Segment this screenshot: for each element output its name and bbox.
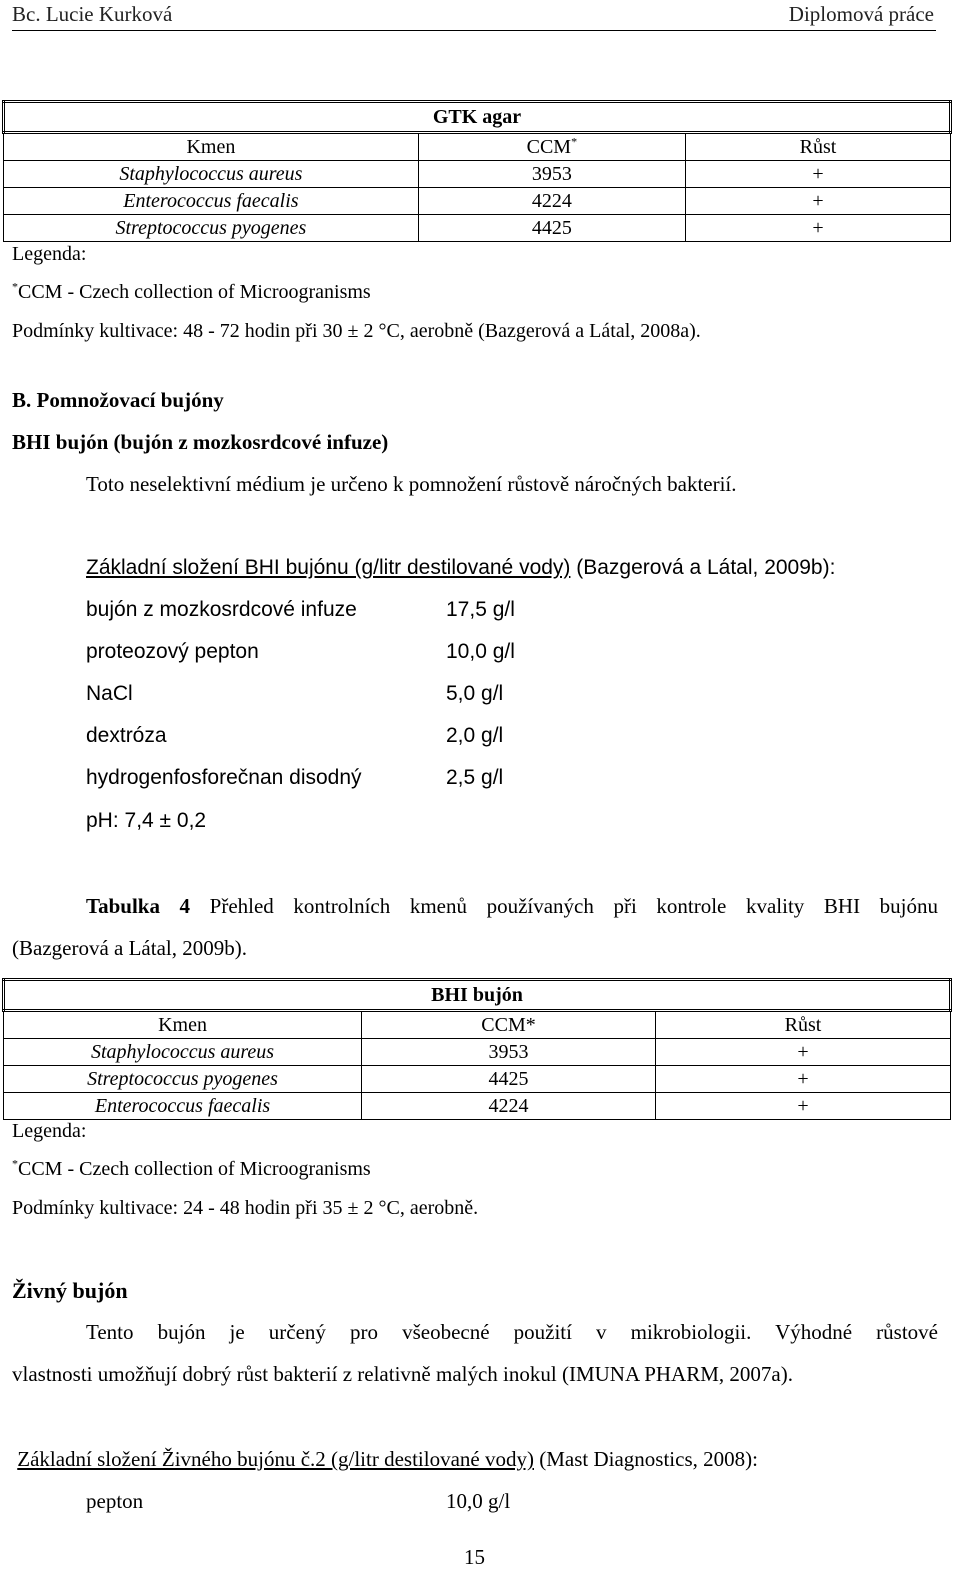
header-thesis-type: Diplomová práce xyxy=(788,2,934,26)
ccm-cell: 3953 xyxy=(362,1039,656,1066)
table-row xyxy=(4,161,951,188)
ingredient-value: 10,0 g/l xyxy=(446,640,515,663)
ccm-cell: 4425 xyxy=(362,1066,656,1093)
ingredient-name: dextróza xyxy=(86,724,167,747)
bhi-col-rust: Růst xyxy=(656,1011,951,1039)
growth-cell: + xyxy=(656,1066,951,1093)
ingredient-name: bujón z mozkosrdcové infuze xyxy=(86,598,357,621)
bhi-col-ccm: CCM* xyxy=(362,1011,656,1039)
strain-cell: Staphylococcus aureus xyxy=(4,1039,362,1066)
table-caption-source: (Bazgerová a Látal, 2009b). xyxy=(12,936,247,960)
ingredient-value: 5,0 g/l xyxy=(446,682,504,705)
table-row xyxy=(4,1066,951,1093)
bhi-heading: BHI bujón (bujón z mozkosrdcové infuze) xyxy=(12,430,389,454)
ingredient-name: proteozový pepton xyxy=(86,640,259,663)
ingredient-name: hydrogenfosforečnan disodný xyxy=(86,766,362,789)
ccm-cell: 4224 xyxy=(362,1093,656,1120)
table-row xyxy=(4,215,951,242)
ingredient-name: pepton xyxy=(86,1489,144,1513)
ingredient-value: 17,5 g/l xyxy=(446,598,515,621)
gtk-col-kmen: Kmen xyxy=(4,133,419,161)
table-row xyxy=(4,188,951,215)
zivny-paragraph-line2: vlastnosti umožňují dobrý růst bakterií z relativně malých inokul (IMUNA PHARM, 2007a). xyxy=(12,1362,793,1386)
growth-cell: + xyxy=(656,1039,951,1066)
header-author: Bc. Lucie Kurková xyxy=(12,2,173,26)
gtk-table-title: GTK agar xyxy=(4,102,951,133)
strain-cell: Streptococcus pyogenes xyxy=(4,215,419,242)
gtk-col-ccm: CCM* xyxy=(418,133,685,161)
ph-value: pH: 7,4 ± 0,2 xyxy=(86,809,207,832)
table-caption: Tabulka 4 Přehled kontrolních kmenů používaných při kontrole kvality BHI bujónu xyxy=(86,894,939,918)
legend-label: Legenda: xyxy=(12,1120,87,1142)
zivny-heading: Živný bujón xyxy=(12,1278,128,1303)
legend-ccm: *CCM - Czech collection of Microogranisms xyxy=(12,279,371,303)
ccm-cell: 3953 xyxy=(418,161,685,188)
growth-cell: + xyxy=(656,1093,951,1120)
ingredient-value: 2,0 g/l xyxy=(446,724,504,747)
strain-cell: Enterococcus faecalis xyxy=(4,1093,362,1120)
legend-label: Legenda: xyxy=(12,243,87,265)
ccm-cell: 4425 xyxy=(418,215,685,242)
cultivation-conditions: Podmínky kultivace: 48 - 72 hodin při 30 ± 2 °C, aerobně (Bazgerová a Látal, 2008a). xyxy=(12,320,701,342)
bhi-description: Toto neselektivní médium je určeno k pomnožení růstově náročných bakterií. xyxy=(86,472,737,496)
table-row xyxy=(4,1093,951,1120)
zivny-composition-title: Základní složení Živného bujónu č.2 (g/litr destilované vody) (Mast Diagnostics, 2008): xyxy=(17,1447,758,1471)
bhi-table-title: BHI bujón xyxy=(4,980,951,1011)
cultivation-conditions: Podmínky kultivace: 24 - 48 hodin při 35 ± 2 °C, aerobně. xyxy=(12,1197,479,1219)
strain-cell: Streptococcus pyogenes xyxy=(4,1066,362,1093)
growth-cell: + xyxy=(685,161,950,188)
zivny-paragraph-line1: Tento bujón je určený pro všeobecné použití v mikrobiologii. Výhodné růstové xyxy=(86,1320,938,1344)
strain-cell: Staphylococcus aureus xyxy=(4,161,419,188)
page-number: 15 xyxy=(464,1545,485,1569)
bhi-table-header-row xyxy=(4,1011,951,1039)
ingredient-value: 10,0 g/l xyxy=(446,1489,511,1513)
strain-cell: Enterococcus faecalis xyxy=(4,188,419,215)
legend-ccm: *CCM - Czech collection of Microogranisms xyxy=(12,1156,371,1180)
table-row xyxy=(4,1039,951,1066)
gtk-table-header-row xyxy=(4,133,951,161)
ingredient-value: 2,5 g/l xyxy=(446,766,504,789)
bhi-col-kmen: Kmen xyxy=(4,1011,362,1039)
gtk-agar-table xyxy=(2,100,952,242)
header-rule xyxy=(12,30,936,31)
ccm-cell: 4224 xyxy=(418,188,685,215)
growth-cell: + xyxy=(685,188,950,215)
bhi-strains-table xyxy=(2,978,952,1120)
composition-title: Základní složení BHI bujónu (g/litr destilované vody) (Bazgerová a Látal, 2009b): xyxy=(86,556,836,579)
ingredient-name: NaCl xyxy=(86,682,133,705)
section-heading: B. Pomnožovací bujóny xyxy=(12,388,224,412)
gtk-col-rust: Růst xyxy=(685,133,950,161)
growth-cell: + xyxy=(685,215,950,242)
